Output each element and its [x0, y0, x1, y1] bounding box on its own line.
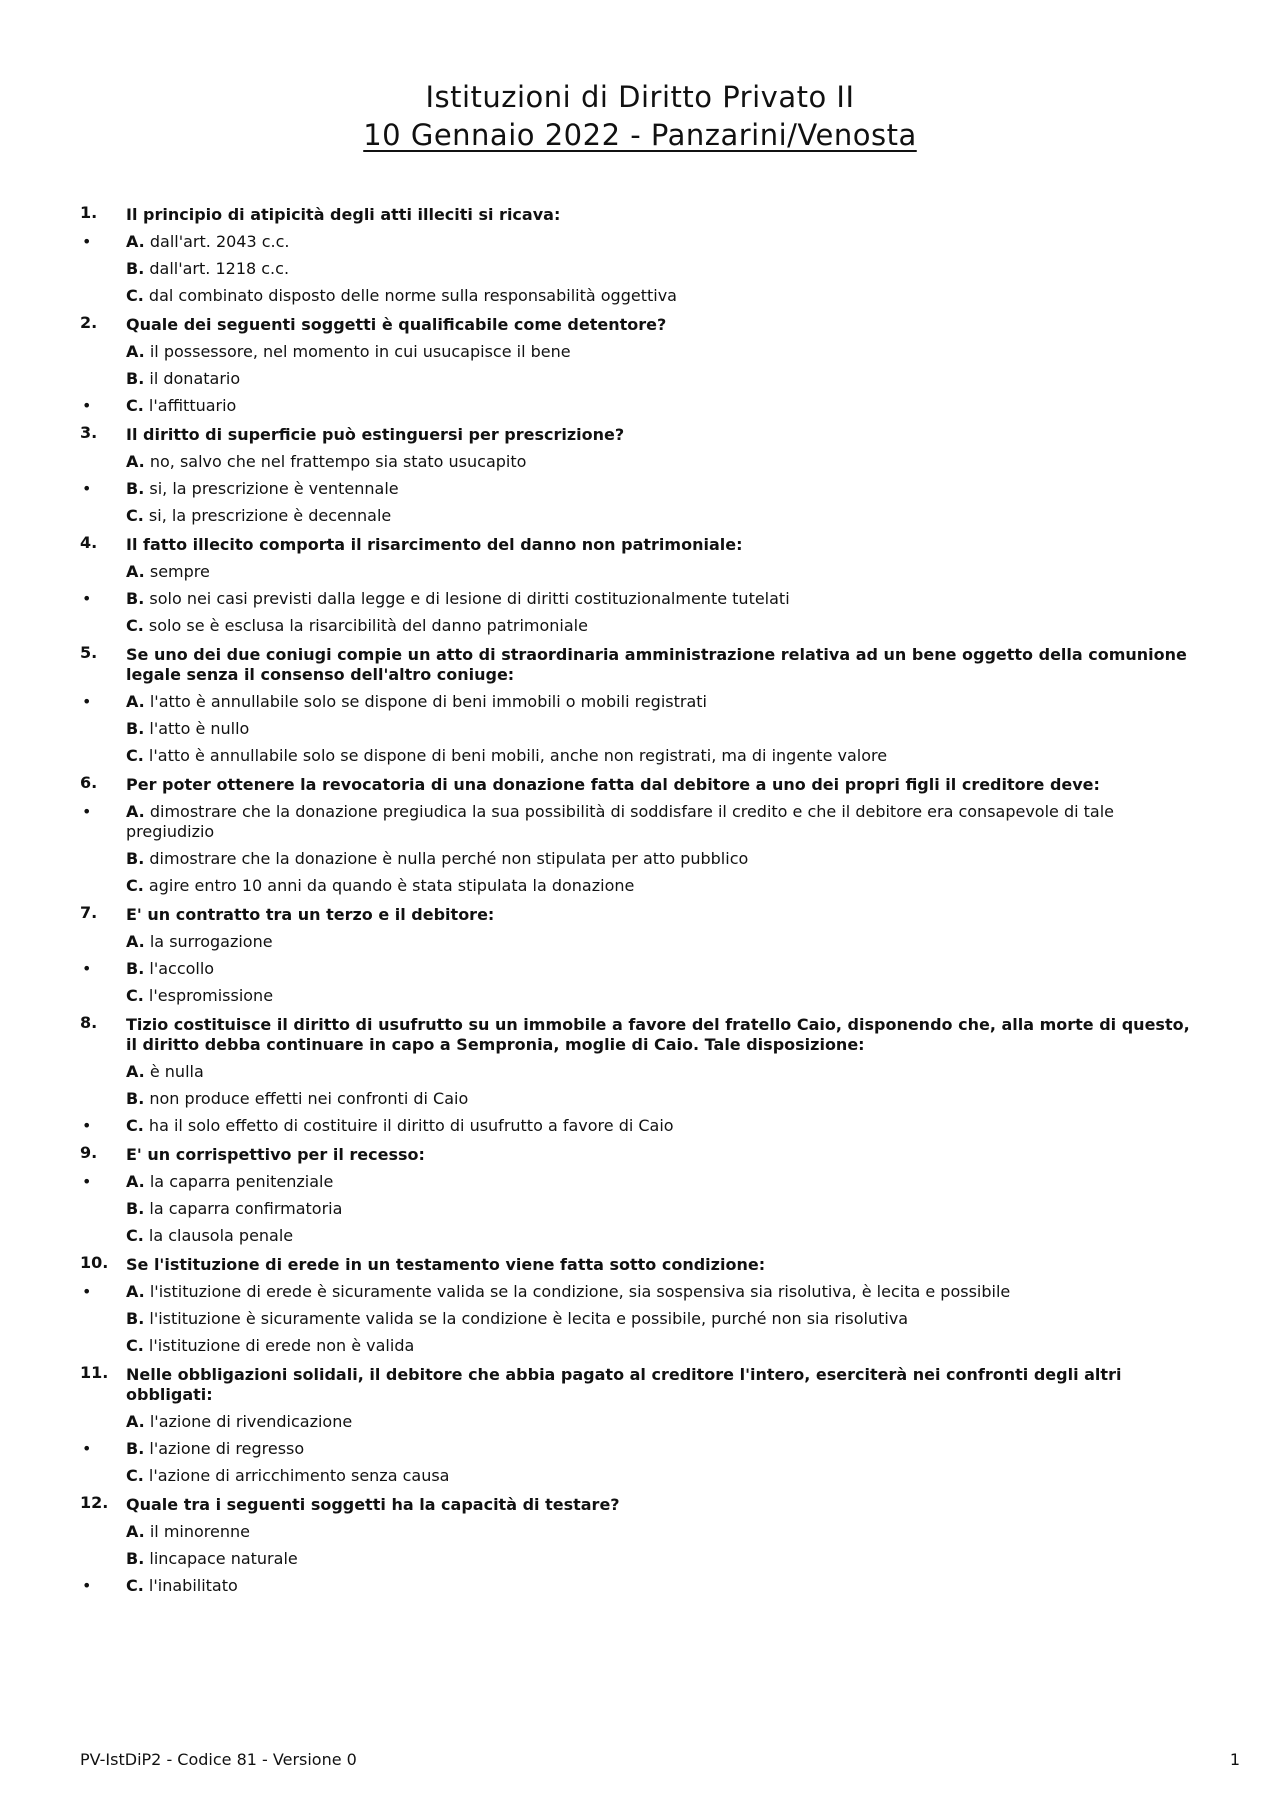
answer-option — [80, 1226, 1200, 1246]
answer-letter: C. — [126, 616, 144, 635]
answer-option — [80, 1466, 1200, 1486]
correct-answer-bullet-icon: • — [82, 959, 92, 978]
answer-letter: B. — [126, 1309, 145, 1328]
question-text: Il diritto di superficie può estinguersi per prescrizione? — [126, 425, 625, 444]
question-text: Quale dei seguenti soggetti è qualificabile come detentore? — [126, 315, 667, 334]
answer-option — [80, 1089, 1200, 1109]
question-number: 10. — [80, 1253, 109, 1272]
question-text: Tizio costituisce il diritto di usufrutto su un immobile a favore del fratello Caio, disponendo che, alla morte di questo, il diritto debba continuare in capo a Sempronia, moglie di Caio. Tale disposizione: — [126, 1015, 1190, 1054]
answer-text: sempre — [149, 562, 210, 581]
answer-option — [80, 746, 1200, 766]
question-text: Se l'istituzione di erede in un testamento viene fatta sotto condizione: — [126, 1255, 766, 1274]
answer-text: l'atto è annullabile solo se dispone di beni mobili, anche non registrati, ma di ingente valore — [148, 746, 888, 765]
answer-text: l'azione di arricchimento senza causa — [148, 1466, 450, 1485]
question-item — [80, 203, 1200, 306]
question-text: Se uno dei due coniugi compie un atto di straordinaria amministrazione relativa ad un bene oggetto della comunione legale senza il consenso dell'altro coniuge: — [126, 645, 1187, 684]
answer-text: il minorenne — [149, 1522, 250, 1541]
answer-option — [80, 452, 1200, 472]
answer-option — [80, 1549, 1200, 1569]
answer-text: la surrogazione — [149, 932, 273, 951]
answer-option — [80, 719, 1200, 739]
answer-letter: C. — [126, 746, 144, 765]
answer-letter: C. — [126, 396, 144, 415]
answer-text: la caparra penitenziale — [149, 1172, 334, 1191]
question-number: 2. — [80, 313, 98, 332]
question-item — [80, 1363, 1200, 1486]
answer-text: la clausola penale — [148, 1226, 294, 1245]
question-number: 4. — [80, 533, 98, 552]
answer-text: ha il solo effetto di costituire il diritto di usufrutto a favore di Caio — [148, 1116, 674, 1135]
answer-letter: A. — [126, 562, 145, 581]
answer-text: lincapace naturale — [149, 1549, 298, 1568]
question-text: E' un contratto tra un terzo e il debitore: — [126, 905, 495, 924]
answer-text: dimostrare che la donazione pregiudica la sua possibilità di soddisfare il credito e che il debitore era consapevole di tale pregiudizio — [126, 802, 1115, 841]
correct-answer-bullet-icon: • — [82, 479, 92, 498]
question-header — [80, 313, 1200, 335]
question-text: Il fatto illecito comporta il risarcimento del danno non patrimoniale: — [126, 535, 743, 554]
question-number: 1. — [80, 203, 98, 222]
answer-option — [80, 259, 1200, 279]
answer-text: l'accollo — [149, 959, 215, 978]
correct-answer-bullet-icon: • — [82, 1116, 92, 1135]
question-list — [80, 203, 1200, 1603]
answer-option — [80, 1522, 1200, 1542]
answer-letter: A. — [126, 342, 145, 361]
answer-text: l'atto è nullo — [149, 719, 250, 738]
answer-option — [80, 1199, 1200, 1219]
answer-letter: C. — [126, 1116, 144, 1135]
document-subtitle: 10 Gennaio 2022 - Panzarini/Venosta — [363, 118, 917, 152]
answer-letter: B. — [126, 479, 145, 498]
correct-answer-bullet-icon: • — [82, 232, 92, 251]
question-number: 3. — [80, 423, 98, 442]
correct-answer-bullet-icon: • — [82, 589, 92, 608]
question-number: 11. — [80, 1363, 109, 1382]
answer-text: la caparra confirmatoria — [149, 1199, 343, 1218]
question-header — [80, 203, 1200, 225]
answer-option — [80, 1116, 1200, 1136]
document-header — [0, 78, 1280, 154]
answer-option — [80, 1412, 1200, 1432]
answer-option — [80, 849, 1200, 869]
answer-text: è nulla — [149, 1062, 204, 1081]
answer-option — [80, 1172, 1200, 1192]
answer-text: l'atto è annullabile solo se dispone di beni immobili o mobili registrati — [149, 692, 707, 711]
answer-text: dall'art. 2043 c.c. — [149, 232, 290, 251]
answer-letter: C. — [126, 876, 144, 895]
answer-text: l'espromissione — [148, 986, 274, 1005]
answer-text: no, salvo che nel frattempo sia stato usucapito — [149, 452, 527, 471]
answer-text: solo se è esclusa la risarcibilità del danno patrimoniale — [148, 616, 588, 635]
answer-text: l'inabilitato — [148, 1576, 238, 1595]
answer-text: agire entro 10 anni da quando è stata stipulata la donazione — [148, 876, 635, 895]
answer-letter: A. — [126, 232, 145, 251]
question-header — [80, 1013, 1200, 1055]
answer-option — [80, 506, 1200, 526]
question-number: 7. — [80, 903, 98, 922]
question-header — [80, 423, 1200, 445]
question-number: 12. — [80, 1493, 109, 1512]
answer-text: l'azione di rivendicazione — [149, 1412, 353, 1431]
correct-answer-bullet-icon: • — [82, 692, 92, 711]
answer-option — [80, 1336, 1200, 1356]
answer-letter: A. — [126, 452, 145, 471]
question-item — [80, 313, 1200, 416]
answer-option — [80, 1309, 1200, 1329]
answer-text: si, la prescrizione è decennale — [148, 506, 392, 525]
question-header — [80, 1143, 1200, 1165]
question-item — [80, 1013, 1200, 1136]
question-item — [80, 533, 1200, 636]
answer-option — [80, 986, 1200, 1006]
question-number: 6. — [80, 773, 98, 792]
question-item — [80, 643, 1200, 766]
answer-letter: C. — [126, 286, 144, 305]
answer-option — [80, 616, 1200, 636]
answer-text: si, la prescrizione è ventennale — [149, 479, 399, 498]
answer-text: l'azione di regresso — [149, 1439, 305, 1458]
question-text: Quale tra i seguenti soggetti ha la capacità di testare? — [126, 1495, 620, 1514]
answer-text: non produce effetti nei confronti di Caio — [149, 1089, 469, 1108]
question-item — [80, 1253, 1200, 1356]
question-header — [80, 773, 1200, 795]
answer-text: l'affittuario — [148, 396, 237, 415]
question-header — [80, 533, 1200, 555]
answer-text: solo nei casi previsti dalla legge e di lesione di diritti costituzionalmente tutelati — [149, 589, 790, 608]
answer-letter: B. — [126, 1549, 145, 1568]
question-header — [80, 1253, 1200, 1275]
correct-answer-bullet-icon: • — [82, 1282, 92, 1301]
correct-answer-bullet-icon: • — [82, 802, 92, 821]
document-title: Istituzioni di Diritto Privato II — [425, 80, 855, 114]
question-header — [80, 1363, 1200, 1405]
answer-option — [80, 342, 1200, 362]
answer-letter: A. — [126, 1172, 145, 1191]
answer-text: dal combinato disposto delle norme sulla responsabilità oggettiva — [148, 286, 677, 305]
answer-letter: C. — [126, 506, 144, 525]
correct-answer-bullet-icon: • — [82, 396, 92, 415]
question-item — [80, 1493, 1200, 1596]
answer-letter: B. — [126, 259, 145, 278]
answer-letter: A. — [126, 802, 145, 821]
answer-letter: B. — [126, 589, 145, 608]
page-number: 1 — [1229, 1750, 1240, 1769]
question-header — [80, 643, 1200, 685]
answer-text: l'istituzione di erede è sicuramente valida se la condizione, sia sospensiva sia risolutiva, è lecita e possibile — [149, 1282, 1011, 1301]
answer-letter: C. — [126, 1226, 144, 1245]
answer-letter: A. — [126, 1282, 145, 1301]
answer-text: il donatario — [149, 369, 241, 388]
question-item — [80, 423, 1200, 526]
answer-text: l'istituzione è sicuramente valida se la condizione è lecita e possibile, purché non sia risolutiva — [149, 1309, 909, 1328]
question-number: 5. — [80, 643, 98, 662]
question-number: 9. — [80, 1143, 98, 1162]
answer-letter: B. — [126, 849, 145, 868]
answer-option — [80, 1062, 1200, 1082]
question-text: E' un corrispettivo per il recesso: — [126, 1145, 425, 1164]
question-text: Nelle obbligazioni solidali, il debitore che abbia pagato al creditore l'intero, eserciterà nei confronti degli altri obbligati: — [126, 1365, 1122, 1404]
answer-option — [80, 369, 1200, 389]
answer-letter: B. — [126, 719, 145, 738]
answer-letter: A. — [126, 1062, 145, 1081]
answer-option — [80, 1282, 1200, 1302]
answer-option — [80, 589, 1200, 609]
answer-letter: B. — [126, 1089, 145, 1108]
answer-option — [80, 876, 1200, 896]
answer-option — [80, 802, 1200, 842]
answer-text: l'istituzione di erede non è valida — [148, 1336, 415, 1355]
answer-letter: A. — [126, 1522, 145, 1541]
answer-option — [80, 232, 1200, 252]
question-header — [80, 1493, 1200, 1515]
question-text: Il principio di atipicità degli atti illeciti si ricava: — [126, 205, 561, 224]
answer-letter: B. — [126, 959, 145, 978]
answer-text: il possessore, nel momento in cui usucapisce il bene — [149, 342, 571, 361]
answer-letter: A. — [126, 1412, 145, 1431]
question-item — [80, 773, 1200, 896]
question-header — [80, 903, 1200, 925]
answer-text: dimostrare che la donazione è nulla perché non stipulata per atto pubblico — [149, 849, 749, 868]
answer-letter: C. — [126, 1336, 144, 1355]
correct-answer-bullet-icon: • — [82, 1576, 92, 1595]
question-text: Per poter ottenere la revocatoria di una donazione fatta dal debitore a uno dei propri figli il creditore deve: — [126, 775, 1100, 794]
answer-option — [80, 286, 1200, 306]
answer-option — [80, 932, 1200, 952]
answer-letter: B. — [126, 369, 145, 388]
question-item — [80, 903, 1200, 1006]
answer-option — [80, 562, 1200, 582]
answer-letter: C. — [126, 1576, 144, 1595]
correct-answer-bullet-icon: • — [82, 1439, 92, 1458]
answer-letter: C. — [126, 986, 144, 1005]
answer-letter: A. — [126, 692, 145, 711]
question-number: 8. — [80, 1013, 98, 1032]
question-item — [80, 1143, 1200, 1246]
footer-code: PV-IstDiP2 - Codice 81 - Versione 0 — [80, 1750, 357, 1769]
answer-letter: B. — [126, 1439, 145, 1458]
answer-option — [80, 479, 1200, 499]
answer-letter: A. — [126, 932, 145, 951]
answer-option — [80, 396, 1200, 416]
answer-option — [80, 692, 1200, 712]
answer-text: dall'art. 1218 c.c. — [149, 259, 290, 278]
answer-letter: B. — [126, 1199, 145, 1218]
answer-option — [80, 1576, 1200, 1596]
correct-answer-bullet-icon: • — [82, 1172, 92, 1191]
answer-option — [80, 1439, 1200, 1459]
answer-letter: C. — [126, 1466, 144, 1485]
answer-option — [80, 959, 1200, 979]
